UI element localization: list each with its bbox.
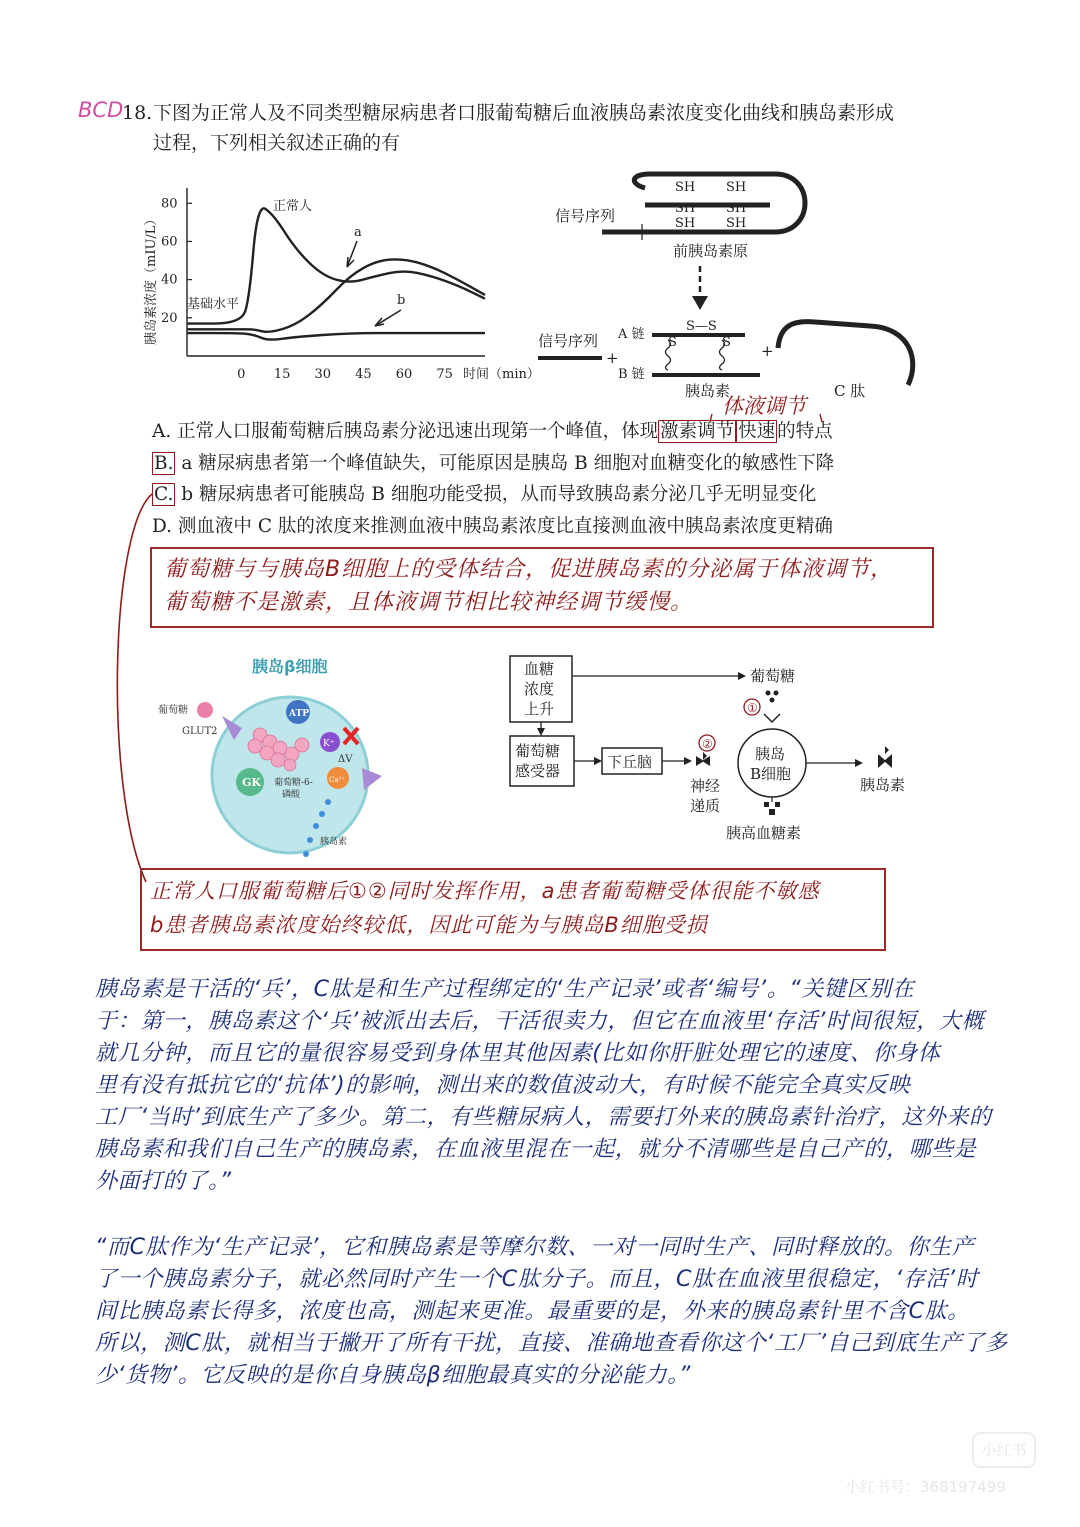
x-tick-label: 30 <box>314 367 332 382</box>
c-peptide-chain <box>778 322 913 385</box>
membrane-protein <box>362 768 382 790</box>
blue-paragraph-1 <box>95 974 1000 1198</box>
label-baseline: 基础水平 <box>187 297 240 312</box>
glut2-label: GLUT2 <box>182 726 218 737</box>
para2-line: 少‘货物’。它反映的是你自身胰岛β细胞最真实的分泌能力。” <box>95 1363 691 1388</box>
sh-4: SH <box>726 201 747 216</box>
k-label: K⁺ <box>323 739 335 749</box>
option-b-text: a 糖尿病患者第一个峰值缺失，可能原因是胰岛 B 细胞对血糖变化的敏感性下降 <box>175 453 835 474</box>
para1-line: 胰岛素和我们自己生产的胰岛素，在血液里混在一起，就分不清哪些是自己产的，哪些是 <box>95 1137 977 1162</box>
option-c <box>152 479 816 510</box>
note-2-line-1: 正常人口服葡萄糖后①②同时发挥作用，a患者葡萄糖受体很能不敏感 <box>150 879 820 903</box>
blood-glucose-3: 上升 <box>524 700 555 718</box>
option-a-mark-1: 激素调节 <box>660 421 735 442</box>
chain-b-label: B 链 <box>618 367 645 382</box>
x-tick-label: 75 <box>436 367 453 382</box>
sh-5: SH <box>675 216 696 231</box>
option-d: D. 测血液中 C 肽的浓度来推测血液中胰岛素浓度比直接测血液中胰岛素浓度更精确 <box>152 516 833 537</box>
para2-line: 所以，测C肽，就相当于撇开了所有干扰，直接、准确地查看你这个‘工厂’自己到底生产了多 <box>95 1331 1008 1356</box>
y-tick-label: 60 <box>161 234 178 250</box>
blue-paragraph-2 <box>95 1232 1008 1392</box>
y-tick-label: 20 <box>161 310 178 326</box>
option-a-mark-2: 快速 <box>738 421 776 442</box>
option-a-tail: 的特点 <box>777 421 833 442</box>
option-a <box>152 416 833 447</box>
para1-line: 就几分钟，而且它的量很容易受到身体里其他因素(比如你肝脏处理它的速度、你身体 <box>95 1041 941 1066</box>
option-c-letter: C. <box>154 484 174 505</box>
circle-one: ① <box>747 701 758 715</box>
x-tick-label: 0 <box>237 367 246 382</box>
g6p-label-2: 磷酸 <box>282 790 301 800</box>
receptor-1: 葡萄糖 <box>515 742 561 760</box>
sh-3: SH <box>675 201 696 216</box>
receptor-2: 感受器 <box>515 762 561 780</box>
blood-glucose-1: 血糖 <box>524 660 555 678</box>
option-b <box>152 448 834 479</box>
note-1-line-1: 葡萄糖与与胰岛B细胞上的受体结合，促进胰岛素的分泌属于体液调节， <box>164 557 894 582</box>
blood-glucose-2: 浓度 <box>524 680 555 698</box>
x-tick-label: 45 <box>355 367 372 382</box>
neuro-2: 递质 <box>690 797 721 815</box>
y-tick-label: 80 <box>161 196 178 212</box>
arrow-a <box>347 241 357 267</box>
plus-2: + <box>761 342 774 360</box>
note-humoral-regulation: 体液调节 <box>722 394 806 418</box>
beta-cell-illustration <box>150 650 420 860</box>
neurotransmitter-symbol <box>696 752 710 766</box>
circle-two: ② <box>702 737 713 751</box>
chain-a-label: A 链 <box>618 327 645 342</box>
arrow-b <box>375 310 401 326</box>
g6p-label-1: 葡萄糖-6- <box>274 778 313 788</box>
para1-line: 外面打的了。” <box>95 1169 232 1194</box>
watermark-id: 小红书号：368197499 <box>845 1478 1006 1496</box>
glucose-molecule <box>197 702 213 718</box>
ca-label: Ca²⁺ <box>329 776 346 784</box>
signal-seq-label: 信号序列 <box>555 207 616 225</box>
x-tick-label: 15 <box>273 367 291 382</box>
glucagon-symbol <box>764 802 780 815</box>
insulin-label: 胰岛素 <box>685 382 731 400</box>
y-axis-label: 胰岛素浓度（mIU/L） <box>144 212 159 345</box>
receptor-y <box>764 714 780 722</box>
option-b-letter: B. <box>154 453 174 474</box>
para1-line: 工厂‘当时’到底生产了多少。第二，有些糖尿病人，需要打外来的胰岛素针治疗，这外来的 <box>95 1105 992 1130</box>
label-a: a <box>354 225 362 240</box>
question-line-1: 下图为正常人及不同类型糖尿病患者口服葡萄糖后血液胰岛素浓度变化曲线和胰岛素形成 <box>153 102 895 124</box>
signal-seq-label-2: 信号序列 <box>538 332 599 350</box>
label-b: b <box>397 293 406 308</box>
glucose-label: 葡萄糖 <box>750 667 796 685</box>
y-tick-label: 40 <box>161 272 178 288</box>
cell-2: B细胞 <box>750 765 792 783</box>
hypothalamus: 下丘脑 <box>607 753 653 771</box>
label-normal: 正常人 <box>273 199 313 214</box>
neuro-1: 神经 <box>690 777 721 795</box>
s-1: S <box>668 335 677 350</box>
gk-label: GK <box>242 776 261 789</box>
option-c-text: b 糖尿病患者可能胰岛 B 细胞功能受损，从而导致胰岛素分泌几乎无明显变化 <box>175 484 817 505</box>
dv-label: ΔV <box>338 754 353 765</box>
question-number: 18. <box>122 102 153 124</box>
plus-1: + <box>606 349 619 367</box>
sh-1: SH <box>675 180 696 195</box>
option-a-text: A. 正常人口服葡萄糖后胰岛素分泌迅速出现第一个峰值，体现 <box>152 421 659 442</box>
regulation-flow-diagram <box>500 648 940 848</box>
s-2: S <box>722 335 731 350</box>
c-peptide-label: C 肽 <box>834 382 866 400</box>
note-1-line-2: 葡萄糖不是激素，且体液调节相比较神经调节缓慢。 <box>164 590 694 615</box>
para2-line: 了一个胰岛素分子，就必然同时产生一个C肽分子。而且，C肽在血液里很稳定，‘存活’时 <box>95 1267 979 1292</box>
question-line-2: 过程，下列相关叙述正确的有 <box>153 132 401 154</box>
beta-cell-title: 胰岛β细胞 <box>252 657 328 676</box>
cell-1: 胰岛 <box>755 745 786 763</box>
insulin-granule-label: 胰岛素 <box>320 837 348 847</box>
para2-line: 间比胰岛素长得多，浓度也高，测起来更准。最重要的是，外来的胰岛素针里不含C肽。 <box>95 1299 970 1324</box>
para1-line: 于：第一，胰岛素这个‘兵’被派出去后，干活很卖力，但它在血液里‘存活’时间很短，大概 <box>95 1009 985 1034</box>
note-box-1 <box>150 547 934 628</box>
proinsulin-label: 前胰岛素原 <box>673 242 749 260</box>
para1-line: 胰岛素是干活的‘兵’，C肽是和生产过程绑定的‘生产记录’或者‘编号’。“关键区别在 <box>95 977 915 1002</box>
watermark-logo: 小红书 <box>972 1432 1036 1468</box>
insulin-out: 胰岛素 <box>860 776 906 794</box>
insulin-curve-chart <box>135 180 555 395</box>
islet-b-cell <box>738 729 806 797</box>
disulfide-label: S—S <box>686 319 717 334</box>
glucose-label: 葡萄糖 <box>158 705 188 716</box>
para2-line: “而C肽作为‘生产记录’，它和胰岛素是等摩尔数、一对一同时生产、同时释放的。你生产 <box>95 1235 975 1260</box>
note-2-line-2: b患者胰岛素浓度始终较低，因此可能为与胰岛B细胞受损 <box>150 913 708 937</box>
sh-6: SH <box>726 216 747 231</box>
glucose-dots <box>766 691 779 703</box>
series-line-2 <box>187 333 485 339</box>
para1-line: 里有没有抵抗它的‘抗体’)的影响，测出来的数值波动大，有时候不能完全真实反映 <box>95 1073 911 1098</box>
insulin-formation-diagram <box>530 160 930 405</box>
note-box-2 <box>140 868 886 951</box>
x-tick-label: 60 <box>395 367 413 382</box>
atp-label: ATP <box>289 709 309 719</box>
x-axis-label: 时间（min） <box>463 367 540 382</box>
insulin-symbol <box>878 746 892 768</box>
sh-2: SH <box>726 180 747 195</box>
glucagon: 胰高血糖素 <box>726 824 802 842</box>
answer-mark: BCD <box>78 98 124 122</box>
